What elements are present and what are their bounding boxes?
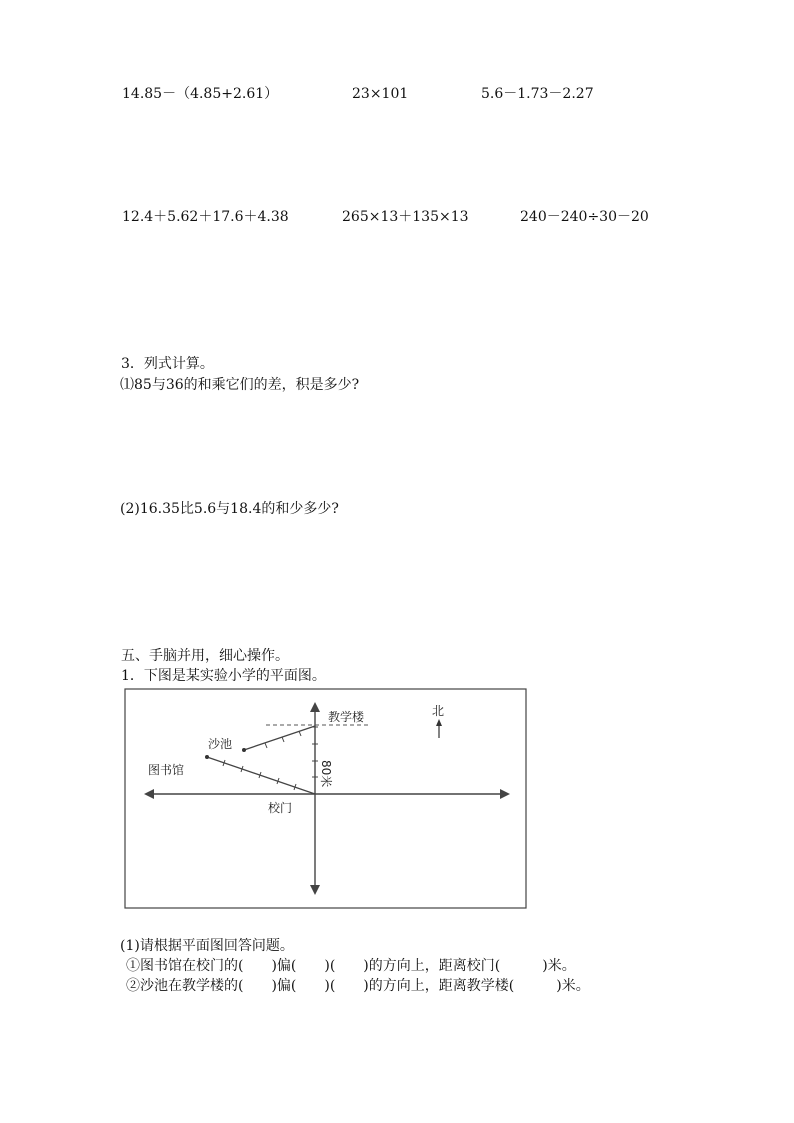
label-school-gate: 校门 — [268, 801, 293, 815]
label-sandpit: 沙池 — [208, 737, 233, 751]
map-frame — [125, 689, 526, 908]
school-plan-map — [124, 688, 528, 910]
label-north: 北 — [432, 704, 445, 718]
question-library-direction: ①图书馆在校门的( )偏( )( )的方向上，距离校门( )米。 — [126, 958, 576, 974]
label-distance: 80米 — [319, 760, 333, 788]
section3-question-1: ⑴85与36的和乘它们的差，积是多少? — [120, 377, 360, 393]
label-teaching-building: 教学楼 — [328, 710, 365, 724]
calc-expr-2-2: 265×13＋135×13 — [342, 209, 469, 225]
section3-title: 3．列式计算。 — [121, 356, 214, 372]
calc-expr-2-1: 12.4＋5.62＋17.6＋4.38 — [122, 209, 289, 225]
section3-question-2: (2)16.35比5.6与18.4的和少多少? — [120, 501, 339, 517]
question-intro: (1)请根据平面图回答问题。 — [120, 938, 294, 954]
calc-expr-2-3: 240－240÷30－20 — [520, 209, 649, 225]
question-sandpit-direction: ②沙池在教学楼的( )偏( )( )的方向上，距离教学楼( )米。 — [126, 978, 590, 994]
calc-expr-1-1: 14.85－（4.85+2.61） — [122, 86, 279, 102]
label-library: 图书馆 — [148, 763, 185, 777]
calc-expr-1-3: 5.6－1.73－2.27 — [481, 86, 594, 102]
library-point — [205, 755, 209, 759]
section5-title: 五、手脑并用，细心操作。 — [121, 648, 289, 664]
section5-question-1-title: 1．下图是某实验小学的平面图。 — [121, 668, 326, 684]
calc-expr-1-2: 23×101 — [352, 86, 409, 102]
sandpit-point — [242, 748, 246, 752]
school-plan-map-svg — [124, 688, 528, 910]
